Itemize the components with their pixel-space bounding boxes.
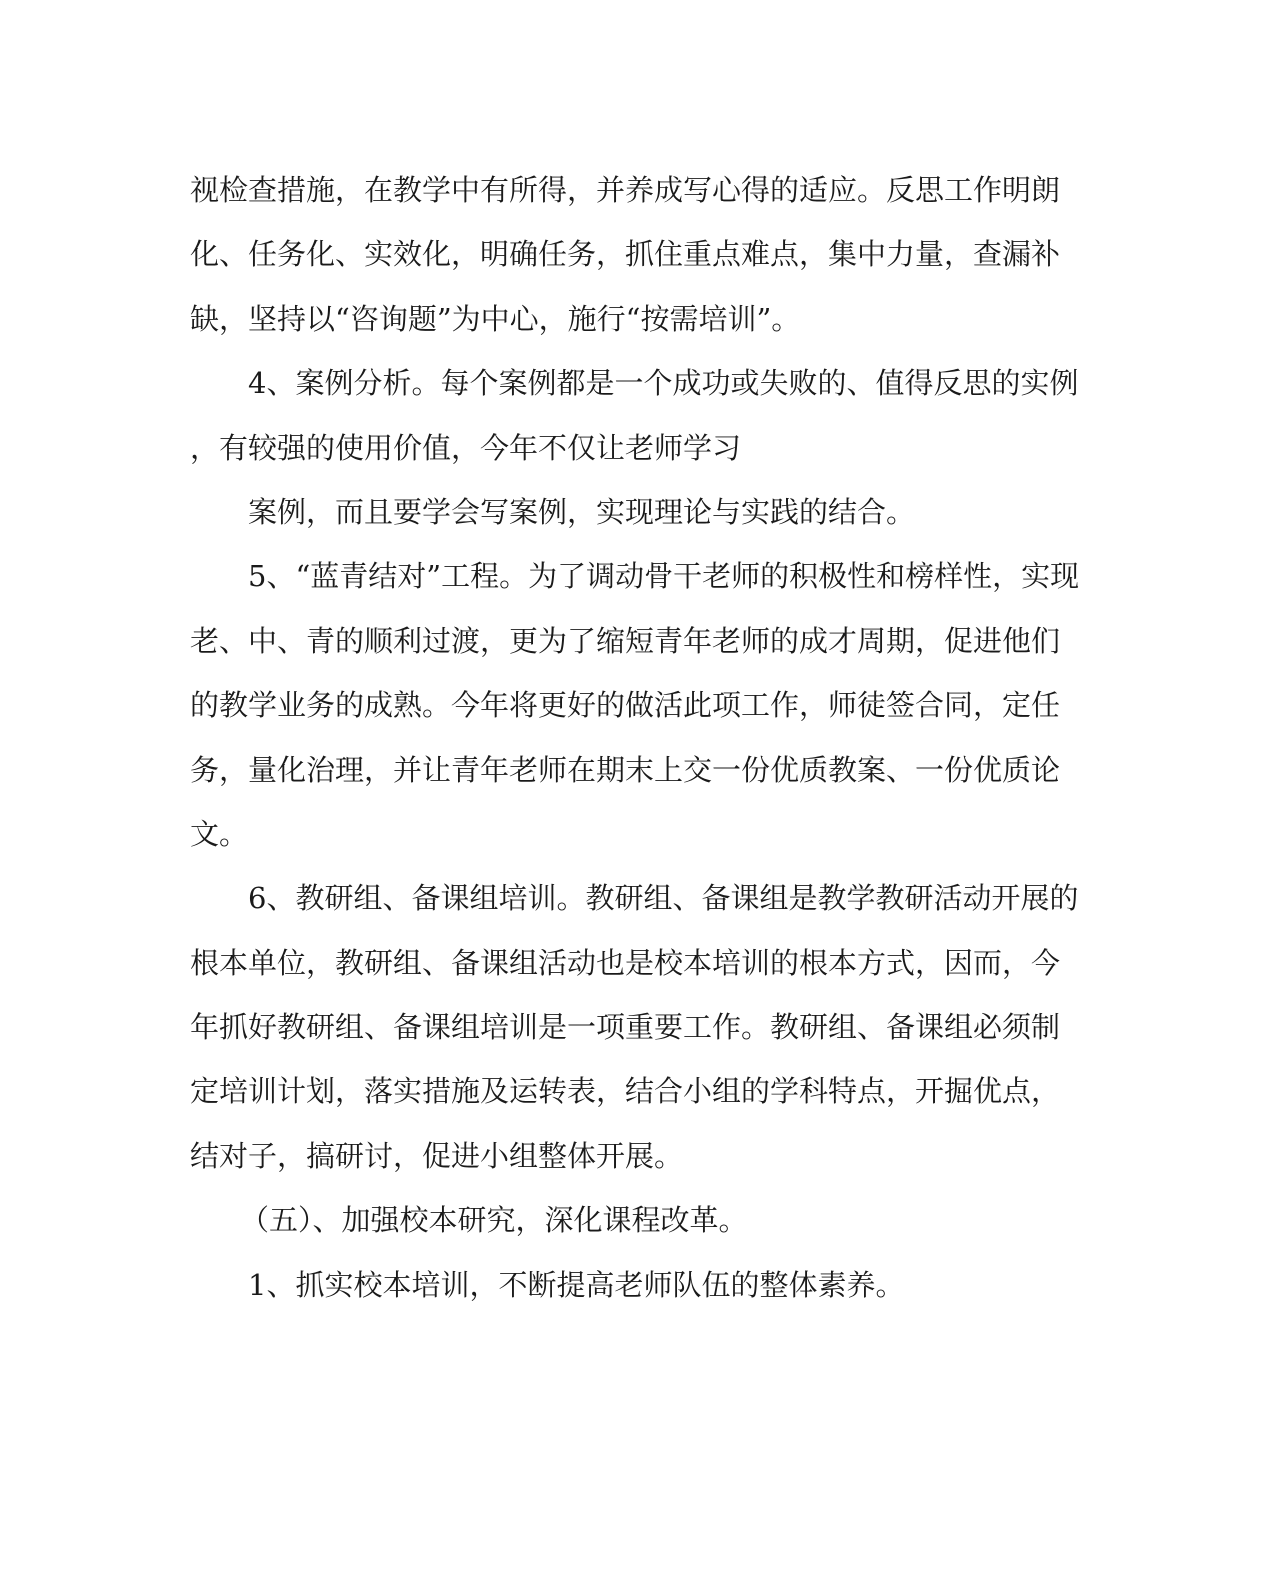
text-line: 务，量化治理，并让青年老师在期末上交一份优质教案、一份优质论 [190, 752, 1061, 787]
text-line: 缺，坚持以“咨询题”为中心，施行“按需培训”。 [190, 301, 801, 336]
text-line: 案例，而且要学会写案例，实现理论与实践的结合。 [248, 494, 916, 529]
text-line: 的教学业务的成熟。今年将更好的做活此项工作，师徒签合同，定任 [190, 688, 1061, 723]
paragraph-5-start: 5、“蓝青结对”工程。为了调动骨干老师的积极性和榜样性，实现 [248, 559, 1080, 594]
text-line: ，有较强的使用价值，今年不仅让老师学习 [190, 430, 742, 465]
body-text [190, 163, 1080, 1322]
item-1-heading: 1、抓实校本培训，不断提高老师队伍的整体素养。 [248, 1267, 905, 1302]
text-line: 视检查措施，在教学中有所得，并养成写心得的适应。反思工作明朗 [190, 173, 1061, 207]
paragraph-6-start: 6、教研组、备课组培训。教研组、备课组是教学教研活动开展的 [248, 881, 1079, 916]
text-line: 化、任务化、实效化，明确任务，抓住重点难点，集中力量，查漏补 [190, 237, 1061, 272]
paragraph-4-start: 4、案例分析。每个案例都是一个成功或失败的、值得反思的实例 [248, 366, 1079, 401]
text-line: 年抓好教研组、备课组培训是一项重要工作。教研组、备课组必须制 [190, 1010, 1061, 1045]
section-heading-5: （五）、加强校本研究，深化课程改革。 [240, 1203, 748, 1238]
text-line: 结对子，搞研讨，促进小组整体开展。 [190, 1138, 684, 1173]
text-line: 老、中、青的顺利过渡，更为了缩短青年老师的成才周期，促进他们 [190, 623, 1061, 658]
text-line: 根本单位，教研组、备课组活动也是校本培训的根本方式，因而，今 [190, 945, 1061, 980]
text-line: 文。 [190, 816, 249, 851]
text-line: 定培训计划，落实措施及运转表，结合小组的学科特点，开掘优点， [190, 1074, 1061, 1109]
